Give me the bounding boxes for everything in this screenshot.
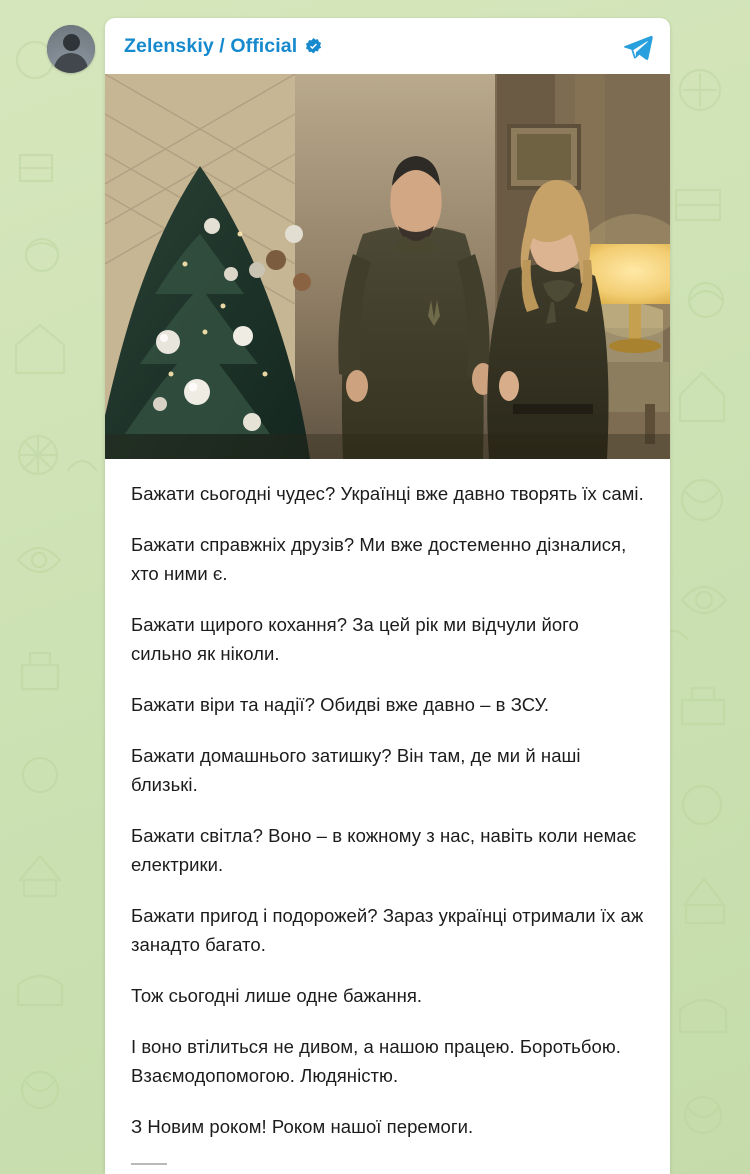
post-text (105, 459, 670, 1165)
telegram-post-card (105, 18, 670, 1174)
post-photo[interactable] (105, 74, 670, 459)
channel-name[interactable]: Zelenskiy / Official (124, 34, 298, 57)
post-paragraph: Бажати щирого кохання? За цей рік ми відчули його сильно як ніколи. (131, 614, 579, 664)
post-header (105, 18, 670, 74)
post-paragraph: Бажати справжніх друзів? Ми вже достеменно дізналися, хто ними є. (131, 534, 627, 584)
telegram-icon[interactable] (621, 30, 654, 63)
post-paragraph: І воно втілиться не дивом, а нашою працею. Боротьбою. Взаємодопомогою. Людяністю. (131, 1036, 621, 1086)
avatar-head (63, 34, 80, 51)
verified-badge-icon (304, 37, 323, 56)
post-paragraph: Тож сьогодні лише одне бажання. (131, 985, 423, 1006)
post-paragraph: Бажати домашнього затишку? Він там, де ми й наші близькі. (131, 745, 581, 795)
post-paragraph: З Новим роком! Роком нашої перемоги. (131, 1116, 474, 1137)
post-paragraph: Бажати світла? Воно – в кожному з нас, навіть коли немає електрики. (131, 825, 637, 875)
text-truncation-indicator (131, 1163, 167, 1165)
avatar[interactable] (47, 25, 95, 73)
post-paragraph: Бажати віри та надії? Обидві вже давно – в ЗСУ. (131, 694, 550, 715)
post-paragraph: Бажати пригод і подорожей? Зараз українці отримали їх аж занадто багато. (131, 905, 644, 955)
post-paragraph: Бажати сьогодні чудес? Українці вже давно творять їх самі. (131, 483, 644, 504)
